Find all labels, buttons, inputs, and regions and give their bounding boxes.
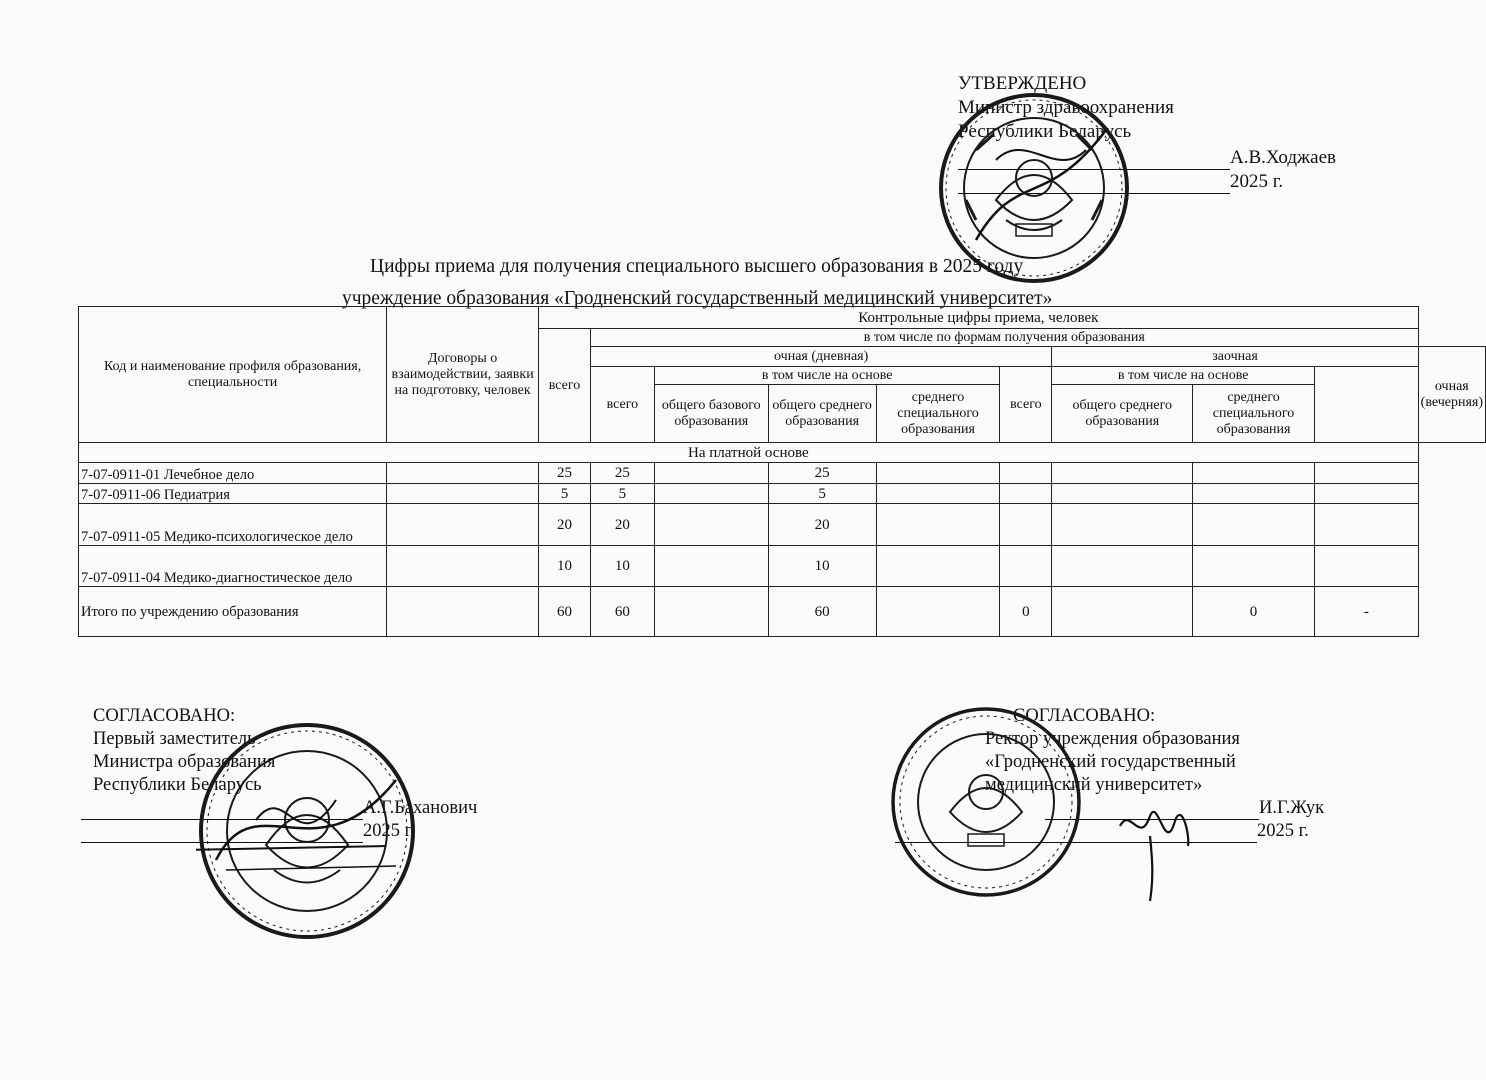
document-title: Цифры приема для получения специального высшего образования в 2025 году [370, 256, 1024, 277]
table-row [79, 484, 1486, 504]
row-pt-secondary-special [1193, 504, 1315, 546]
agreed-left-heading: СОГЛАСОВАНО: [93, 706, 236, 726]
approval-signer: А.В.Ходжаев [1230, 147, 1337, 168]
agreed-right-heading: СОГЛАСОВАНО: [1013, 706, 1156, 726]
header-contracts: Договоры о взаимодействии, заявки на подготовку, человек [387, 307, 539, 443]
row-contracts [387, 504, 539, 546]
agreed-left-ministry: Министра образования [93, 752, 276, 772]
header-pt-general-secondary: общего среднего образования [1052, 385, 1193, 443]
row-specialty-name: 7-07-0911-05 Медико-психологическое дело [79, 504, 387, 546]
approval-year: 2025 г. [1230, 171, 1284, 192]
header-secondary-special: среднего специального образования [876, 385, 1000, 443]
table-row [79, 504, 1486, 546]
row-pt-general-secondary [1052, 484, 1193, 504]
row-general-basic [654, 546, 768, 587]
row-general-secondary: 20 [768, 504, 876, 546]
row-evening [1314, 504, 1418, 546]
rector-signature [1110, 796, 1200, 906]
agreed-right-year: 2025 г. [1257, 821, 1309, 841]
row-pt-secondary-special [1193, 463, 1315, 484]
header-by-forms: в том числе по формам получения образования [590, 329, 1418, 347]
header-fulltime-basis: в том числе на основе [654, 367, 1000, 385]
header-general-basic: общего базового образования [654, 385, 768, 443]
row-evening [1314, 463, 1418, 484]
approval-position: Министр здравоохранения [958, 97, 1174, 118]
row-general-basic [654, 484, 768, 504]
row-specialty-name: 7-07-0911-04 Медико-диагностическое дело [79, 546, 387, 587]
row-parttime-total [1000, 484, 1052, 504]
row-general-secondary: 5 [768, 484, 876, 504]
agreed-right-position: Ректор учреждения образования [985, 729, 1240, 749]
row-contracts [387, 546, 539, 587]
row-general-secondary: 25 [768, 463, 876, 484]
row-general-secondary: 10 [768, 546, 876, 587]
agreed-right-institution-1: «Гродненский государственный [985, 752, 1236, 772]
row-pt-general-secondary [1052, 587, 1193, 637]
row-evening [1314, 484, 1418, 504]
row-total: 5 [539, 484, 591, 504]
header-code-name: Код и наименование профиля образования, специальности [79, 307, 387, 443]
row-total: 25 [539, 463, 591, 484]
row-fulltime-total: 60 [590, 587, 654, 637]
header-fulltime: очная (дневная) [590, 347, 1051, 367]
row-contracts [387, 463, 539, 484]
row-pt-secondary-special: 0 [1193, 587, 1315, 637]
agreed-left-country: Республики Беларусь [93, 775, 262, 795]
agreed-left-position: Первый заместитель [93, 729, 256, 749]
agreed-left-signer: А.Г.Баханович [363, 798, 478, 818]
ministry-education-seal [196, 720, 418, 942]
row-general-basic [654, 587, 768, 637]
table-row-total [79, 587, 1486, 637]
row-general-basic [654, 504, 768, 546]
row-specialty-name: Итого по учреждению образования [79, 587, 387, 637]
header-parttime-basis: в том числе на основе [1052, 367, 1315, 385]
row-general-basic [654, 463, 768, 484]
header-parttime-total: всего [1000, 367, 1052, 443]
row-fulltime-total: 25 [590, 463, 654, 484]
row-parttime-total [1000, 463, 1052, 484]
row-fulltime-total: 10 [590, 546, 654, 587]
row-parttime-total [1000, 546, 1052, 587]
row-total: 60 [539, 587, 591, 637]
header-fulltime-total: всего [590, 367, 654, 443]
table-row [79, 546, 1486, 587]
agreed-right-institution-2: медицинский университет» [985, 775, 1203, 795]
institution-title: учреждение образования «Гродненский государственный медицинский университет» [342, 288, 1053, 309]
header-pt-secondary-special: среднего специального образования [1193, 385, 1315, 443]
row-secondary-special [876, 463, 1000, 484]
header-parttime: заочная [1052, 347, 1418, 367]
row-specialty-name: 7-07-0911-01 Лечебное дело [79, 463, 387, 484]
row-contracts [387, 587, 539, 637]
row-contracts [387, 484, 539, 504]
row-pt-secondary-special [1193, 546, 1315, 587]
header-general-secondary: общего среднего образования [768, 385, 876, 443]
row-general-secondary: 60 [768, 587, 876, 637]
row-secondary-special [876, 587, 1000, 637]
header-evening: очная (вечерняя) [1418, 347, 1485, 443]
row-total: 10 [539, 546, 591, 587]
row-parttime-total [1000, 504, 1052, 546]
row-pt-general-secondary [1052, 504, 1193, 546]
row-specialty-name: 7-07-0911-06 Педиатрия [79, 484, 387, 504]
section-paid-basis: На платной основе [79, 443, 1419, 463]
university-seal [888, 704, 1084, 900]
approval-country: Республики Беларусь [958, 121, 1132, 142]
row-fulltime-total: 20 [590, 504, 654, 546]
admission-table [78, 306, 1486, 637]
header-total: всего [539, 329, 591, 443]
agreed-left-year: 2025 г. [363, 821, 415, 841]
row-secondary-special [876, 546, 1000, 587]
agreed-right-signer: И.Г.Жук [1259, 798, 1325, 818]
row-pt-general-secondary [1052, 463, 1193, 484]
approval-heading: УТВЕРЖДЕНО [958, 73, 1087, 94]
header-control-figures: Контрольные цифры приема, человек [539, 307, 1419, 329]
row-parttime-total: 0 [1000, 587, 1052, 637]
row-pt-general-secondary [1052, 546, 1193, 587]
row-pt-secondary-special [1193, 484, 1315, 504]
row-evening [1314, 546, 1418, 587]
table-row [79, 463, 1486, 484]
row-secondary-special [876, 504, 1000, 546]
row-evening: - [1314, 587, 1418, 637]
row-fulltime-total: 5 [590, 484, 654, 504]
row-secondary-special [876, 484, 1000, 504]
row-total: 20 [539, 504, 591, 546]
